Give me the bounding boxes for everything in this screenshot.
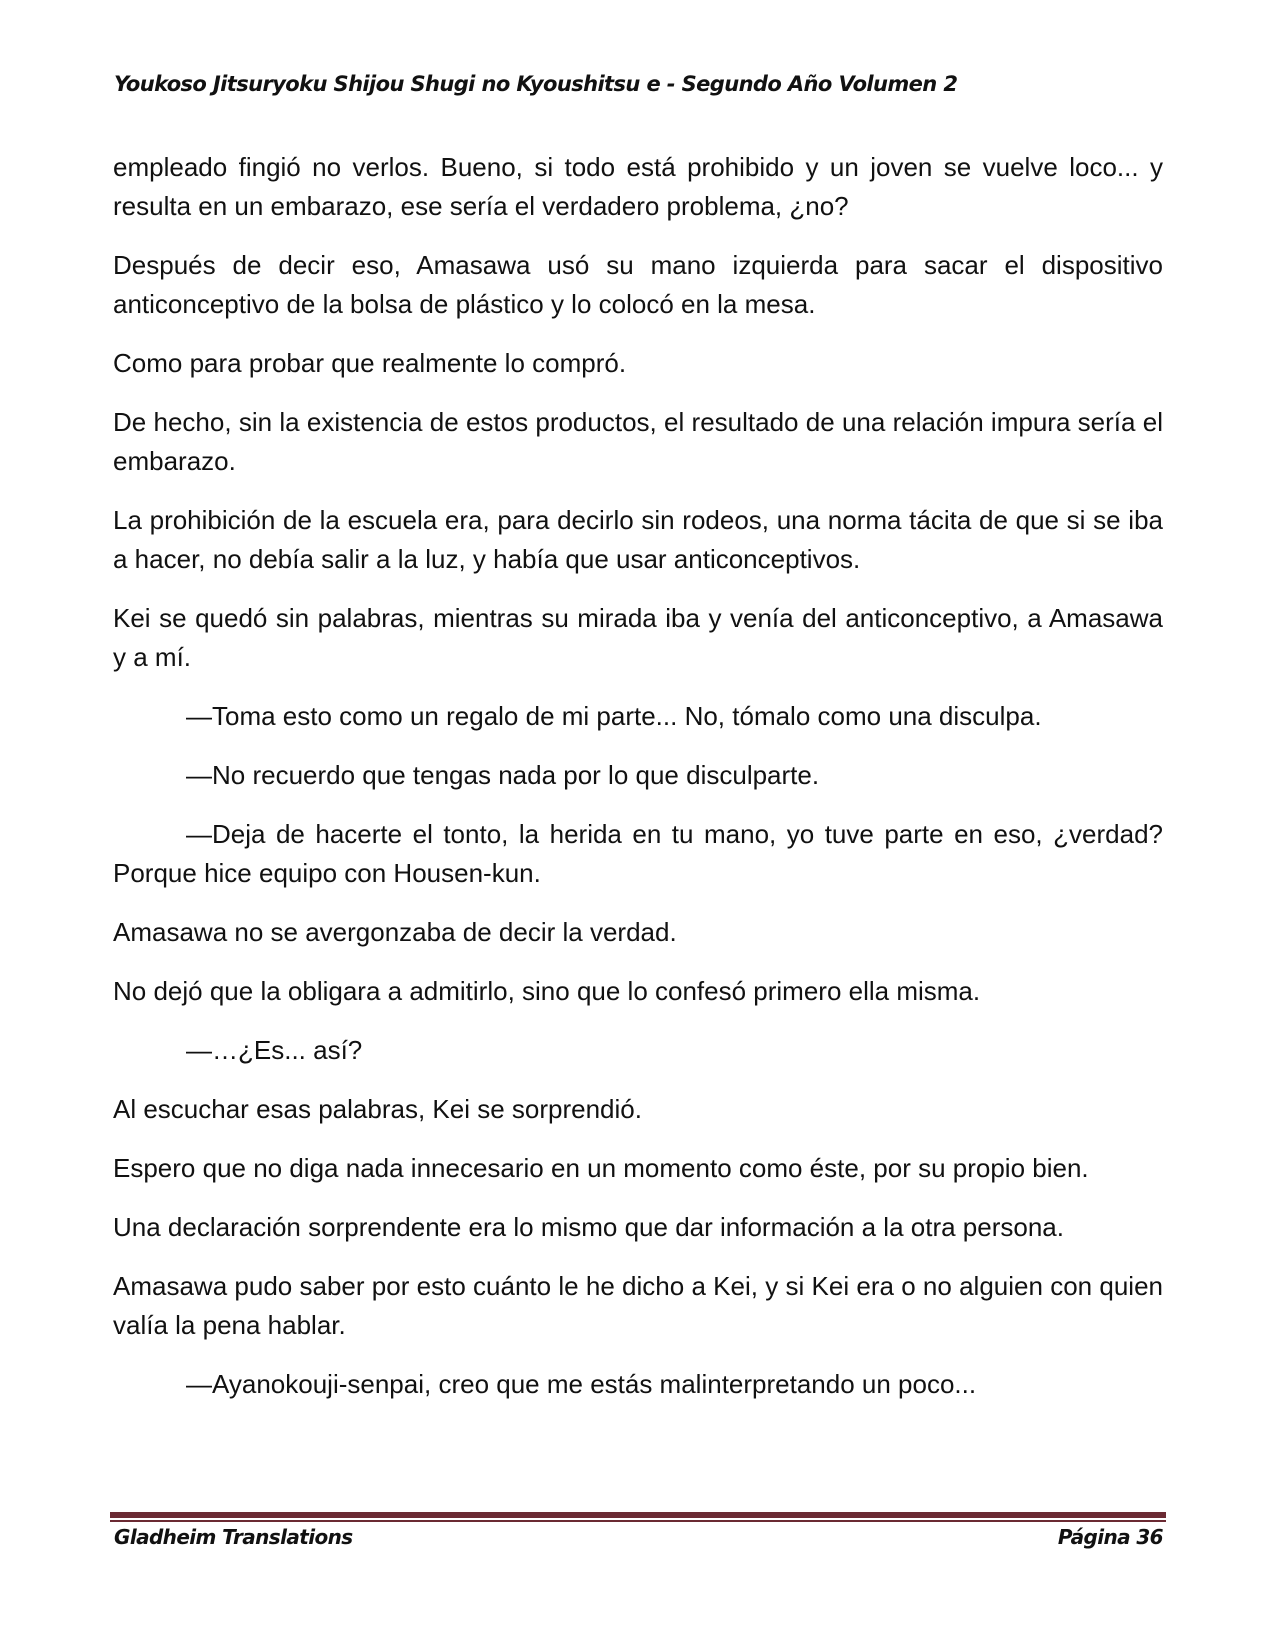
- paragraph: Espero que no diga nada innecesario en un momento como éste, por su propio bien.: [113, 1153, 1089, 1183]
- dialogue-paragraph: —No recuerdo que tengas nada por lo que disculparte.: [186, 760, 820, 790]
- page-body: [113, 148, 1163, 1424]
- dialogue-paragraph: —Deja de hacerte el tonto, la herida en tu mano, yo tuve parte en eso, ¿verdad? Porque hice equipo con Housen-kun.: [113, 819, 1163, 888]
- paragraph: De hecho, sin la existencia de estos productos, el resultado de una relación impura sería el embarazo.: [113, 407, 1163, 476]
- paragraph: La prohibición de la escuela era, para decirlo sin rodeos, una norma tácita de que si se iba a hacer, no debía salir a la luz, y había que usar anticonceptivos.: [113, 505, 1163, 574]
- paragraph: No dejó que la obligara a admitirlo, sino que lo confesó primero ella misma.: [113, 976, 981, 1006]
- footer-page-number: Página 36: [1057, 1525, 1163, 1549]
- footer-translator: Gladheim Translations: [114, 1525, 353, 1549]
- paragraph: Después de decir eso, Amasawa usó su mano izquierda para sacar el dispositivo anticonceptivo de la bolsa de plástico y lo colocó en la mesa.: [113, 250, 1163, 319]
- dialogue-paragraph: —…¿Es... así?: [186, 1035, 363, 1065]
- paragraph: Una declaración sorprendente era lo mismo que dar información a la otra persona.: [113, 1212, 1064, 1242]
- paragraph: Kei se quedó sin palabras, mientras su mirada iba y venía del anticonceptivo, a Amasawa y a mí.: [113, 603, 1163, 672]
- dialogue-paragraph: —Ayanokouji-senpai, creo que me estás malinterpretando un poco...: [186, 1369, 977, 1399]
- running-header: Youkoso Jitsuryoku Shijou Shugi no Kyoushitsu e - Segundo Año Volumen 2: [114, 72, 958, 96]
- paragraph: Amasawa pudo saber por esto cuánto le he dicho a Kei, y si Kei era o no alguien con quien valía la pena hablar.: [113, 1271, 1163, 1340]
- paragraph: Al escuchar esas palabras, Kei se sorprendió.: [113, 1094, 642, 1124]
- footer-rule: [110, 1512, 1166, 1522]
- paragraph: Amasawa no se avergonzaba de decir la verdad.: [113, 917, 677, 947]
- dialogue-paragraph: —Toma esto como un regalo de mi parte... No, tómalo como una disculpa.: [186, 701, 1042, 731]
- paragraph: Como para probar que realmente lo compró.: [113, 348, 627, 378]
- paragraph: empleado fingió no verlos. Bueno, si todo está prohibido y un joven se vuelve loco... y resulta en un embarazo, ese sería el verdadero problema, ¿no?: [113, 152, 1163, 221]
